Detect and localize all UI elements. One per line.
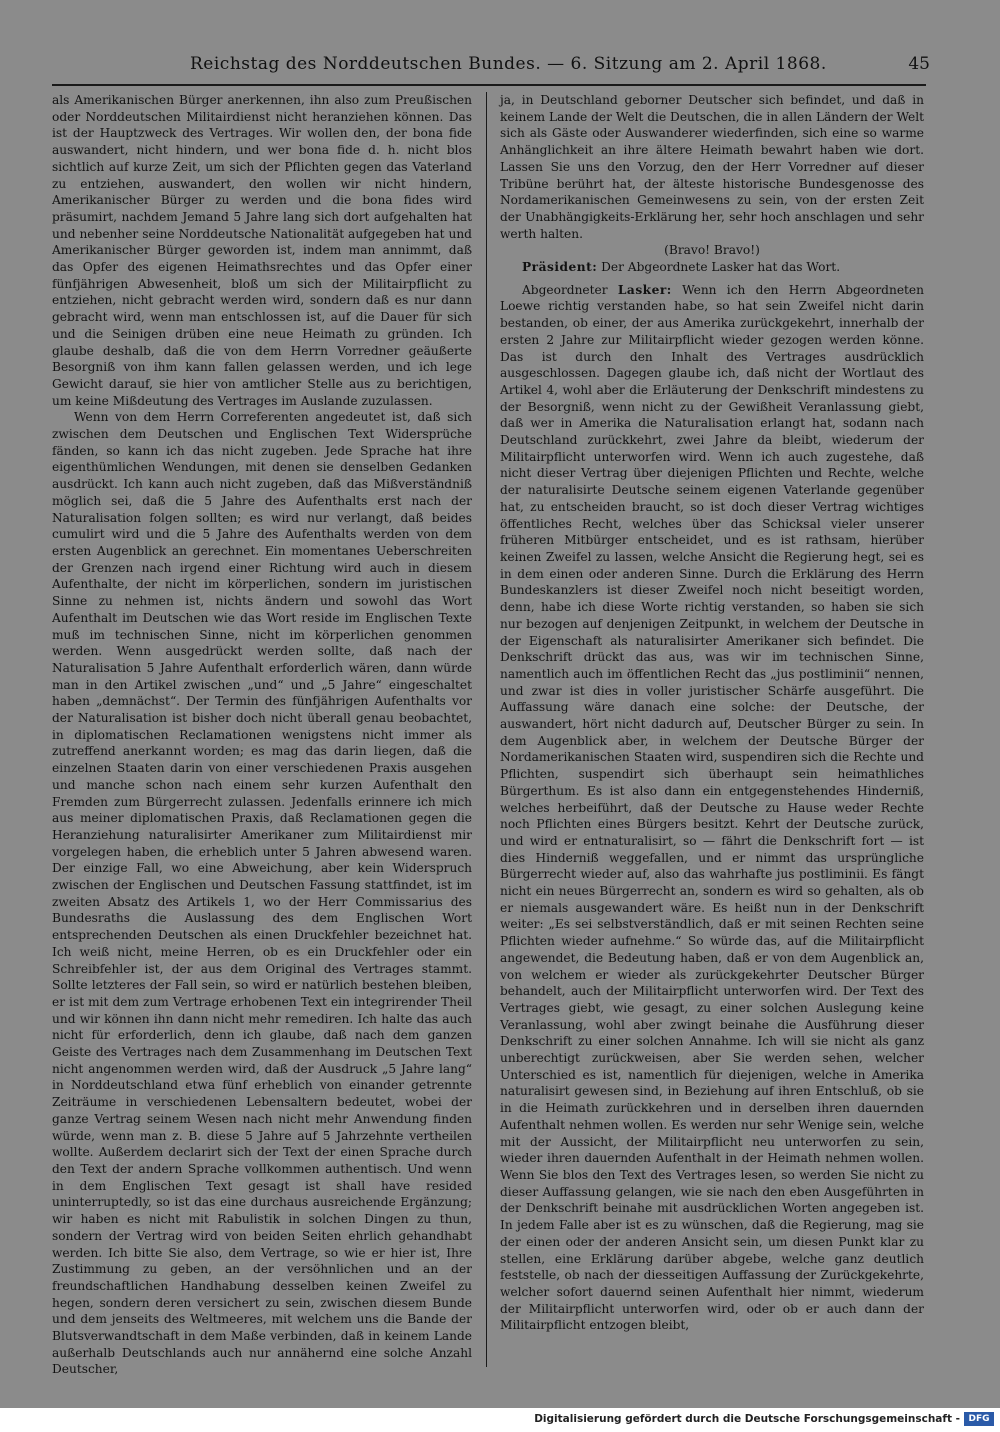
applause-note: (Bravo! Bravo!) xyxy=(664,243,760,258)
speaker-title: Abgeordneter xyxy=(522,282,618,297)
header-title: Reichstag des Norddeutschen Bundes. — 6. Sitzung am 2. April 1868. xyxy=(190,54,827,74)
speaker-name: Lasker: xyxy=(617,282,672,297)
paragraph: ja, in Deutschland geborner Deutscher sich befindet, und daß in keinem Lande der Welt die Deutschen, die in allen Ländern der Welt sich als Gäste oder Auswanderer wiederfinden, sich eine so warme Anhänglichkeit an ihre ältere Heimath bewahrt haben wie dort. Lassen Sie uns den Vorzug, den der Herr Vorredner auf dieser Tribüne berührt hat, der älteste historische Bundesgenosse des Nordamerikanischen Gemeinwesens zu sein, von der ersten Zeit der Unabhängigkeits-Erklärung her, sehr hoch anschlagen und sehr werth halten. xyxy=(500,93,924,241)
speech-text: Wenn ich den Herrn Abgeordneten Loewe richtig verstanden habe, so hat sein Zweifel nicht darin bestanden, ob einer, der aus Amerika zurückgekehrt, innerhalb der ersten 2 Jahre zur Militairpflicht wieder gezogen werden könne. Das ist durch den Inhalt des Vertrages ausdrücklich ausgeschlossen. Dagegen glaube ich, daß nicht der Wortlaut des Artikel 4, wohl aber die Erläuterung der Denkschrift mindestens zu der Besorgniß, wenn nicht zu der Gewißheit Veranlassung giebt, daß wer in Amerika die Naturalisation erlangt hat, sodann nach Deutschland zurückkehrt, zwei Jahre da bleibt, wiederum der Militairpflicht unterworfen wird. Wenn ich auch zugestehe, daß nicht dieser Vertrag über diejenigen Pflichten und Rechte, welche der naturalisirte Deutsche seinem eigenen Vaterlande gegenüber hat, zu entscheiden braucht, so ist doch dieser Vertrag wichtiges öffentliches Recht, welches über das Schicksal vieler unserer früheren Mitbürger entscheidet, und es ist rathsam, hierüber keinen Zweifel zu lassen, welche Ansicht die Regierung hegt, sei es in dem einen oder anderen Sinne. Durch die Erklärung des Herrn Bundeskanzlers ist dieser Zweifel noch nicht beseitigt worden, denn, habe ich diese Worte richtig verstanden, so haben sie sich nur bezogen auf denjenigen Zeitpunkt, in welchem der Deutsche in der Eigenschaft als naturalisirter Amerikaner sich befindet. Die Denkschrift drückt das aus, was wir im technischen Sinne, namentlich auch im öffentlichen Recht das „jus postliminii“ nennen, und zwar ist dies in voller juristischer Schärfe ausgeführt. Die Auffassung wäre danach eine solche: der Deutsche, der auswandert, hört nicht dadurch auf, Deutscher Bürger zu sein. In dem Augenblick aber, in welchem der Deutsche Bürger der Nordamerikanischen Staaten wird, suspendiren sich die Rechte und Pflichten, suspendirt sich überhaupt sein heimathliches Bürgerthum. Es ist also dann ein entgegenstehendes Hinderniß, welches herbeiführt, daß der Deutsche zu Hause weder Rechte noch Pflichten eines Bürgers besitzt. Kehrt der Deutsche zurück, und wird er entnaturalisirt, so — fährt die Denkschrift fort — ist dies Hinderniß weggefallen, und er nimmt das ursprüngliche Bürgerrecht wieder auf, also das wahrhafte jus postliminii. Es fängt nicht ein neues Bürgerrecht an, sondern es wird so gehalten, als ob er niemals ausgewandert wäre. Es heißt nun in der Denkschrift weiter: „Es sei selbstverständlich, daß er mit seinen Rechten seine Pflichten wieder aufnehme.“ So würde das, auf die Militairpflicht angewendet, die Bedeutung haben, daß er von dem Augenblick an, von welchem er wieder als zurückgekehrter Deutscher Bürger behandelt, auch der Militairpflicht unterworfen wird. Der Text des Vertrages giebt, wie gesagt, zu einer solchen Auslegung keine Veranlassung, wohl aber zwingt beinahe die Ausführung dieser Denkschrift zu einer solchen Annahme. Ich will sie nicht als ganz unberechtigt zurückweisen, aber Sie werden sehen, welcher Unterschied es ist, namentlich für diejenigen, welche in Amerika naturalisirt gewesen sind, in Beziehung auf ihren Entschluß, ob sie in die Heimath zurückkehren und in derselben ihren dauernden Aufenthalt nehmen wollen. Es werden nur sehr Wenige sein, welche mit der Aussicht, der Militairpflicht neu unterworfen zu sein, wieder ihren dauernden Aufenthalt in der Heimath nehmen wollen. Wenn Sie blos den Text des Vertrages lesen, so werden Sie nicht zu dieser Auffassung gelangen, wie sie nach den eben Ausgeführten in der Denkschrift beinahe mit ausdrücklichen Worten angegeben ist. In jedem Falle aber ist es zu wünschen, daß die Regierung, mag sie der einen oder der anderen Ansicht sein, um diesen Punkt klar zu stellen, eine Erklärung darüber abgebe, welche ganz deutlich feststelle, ob nach der diesseitigen Auffassung der Zurückgekehrte, welcher sofort dauernd seinen Aufenthalt hier nimmt, wiederum der Militairpflicht unterworfen wird, oder ob er auch dann der Militairpflicht entzogen bleibt, xyxy=(500,282,924,1333)
speech-text: Der Abgeordnete Lasker hat das Wort. xyxy=(597,260,841,275)
paragraph xyxy=(500,259,924,276)
right-column xyxy=(500,92,924,1334)
funding-note: Digitalisierung gefördert durch die Deutsche Forschungsgemeinschaft - xyxy=(534,1413,960,1425)
footer xyxy=(0,1408,1000,1432)
left-column xyxy=(52,92,472,1378)
header-rule xyxy=(52,84,926,86)
paragraph: Wenn von dem Herrn Correferenten angedeutet ist, daß sich zwischen dem Deutschen und Englischen Text Widersprüche fänden, so kann ich das nicht zugeben. Jede Sprache hat ihre eigenthümlichen Wendungen, mit denen sie denselben Gedanken ausdrückt. Ich kann auch nicht zugeben, daß das Mißverständniß möglich sei, daß die 5 Jahre des Aufenthalts erst nach der Naturalisation folgen sollten; es wird nur verlangt, daß beides cumulirt wird und die 5 Jahre des Aufenthalts werden von dem ersten Augenblick an gerechnet. Ein momentanes Ueberschreiten der Grenzen nach irgend einer Richtung wird auch in diesem Aufenthalte, der nicht im körperlichen, sondern im juristischen Sinne zu nehmen ist, nichts ändern und sowohl das Wort Aufenthalt im Deutschen wie das Wort reside im Englischen Texte muß im technischen Sinne, nicht im körperlichen genommen werden. Wenn ausgedrückt werden sollte, daß nach der Naturalisation 5 Jahre Aufenthalt erforderlich wären, dann würde man in den Artikel zwischen „und“ und „5 Jahre“ eingeschaltet haben „demnächst“. Der Termin des fünfjährigen Aufenthalts vor der Naturalisation ist bisher doch nicht überall genau beobachtet, in diplomatischen Reclamationen wenigstens nicht immer als zutreffend anerkannt worden; es mag das darin liegen, daß die einzelnen Staaten darin von einer verschiedenen Praxis ausgehen und manche schon nach einem sehr kurzen Aufenthalt den Fremden zum Bürgerrecht zulassen. Jedenfalls erinnere ich mich aus meiner diplomatischen Praxis, daß Reclamationen gegen die Heranziehung naturalisirter Amerikaner zum Militairdienst mir vorgelegen haben, die erheblich unter 5 Jahren abwesend waren. Der einzige Fall, wo eine Abweichung, aber kein Widerspruch zwischen der Englischen und Deutschen Fassung stattfindet, ist im zweiten Absatz des Artikels 1, wo der Herr Commissarius des Bundesraths die Auslassung des dem Englischen Wort entsprechenden Deutschen als einen Druckfehler bezeichnet hat. Ich weiß nicht, meine Herren, ob es ein Druckfehler oder ein Schreibfehler ist, der aus dem Original des Vertrages stammt. Sollte letzteres der Fall sein, so wird er natürlich bestehen bleiben, er ist mit dem zum Vertrage erhobenen Text ein integrirender Theil und wir können ihn dann nicht mehr remediren. Ich halte das auch nicht für erforderlich, denn ich glaube, daß nach dem ganzen Geiste des Vertrages nach dem Zusammenhang im Deutschen Text nicht angenommen werden wird, daß der Ausdruck „5 Jahre lang“ in Norddeutschland etwa fünf erheblich von einander getrennte Zeiträume in verschiedenen Lebensaltern bedeutet, wobei der ganze Vertrag seinem Wesen nach nicht mehr Anwendung finden würde, wenn man z. B. diese 5 Jahre auf 5 Jahrzehnte vertheilen wollte. Außerdem declarirt sich der Text der einen Sprache durch den Text der andern Sprache vollkommen authentisch. Und wenn in dem Englischen Text gesagt ist shall have resided uninterruptedly, so ist das eine durchaus ausreichende Ergänzung; wir haben es nicht mit Rabulistik in solchen Dingen zu thun, sondern der Vertrag wird von beiden Seiten ehrlich gehandhabt werden. Ich bitte Sie also, dem Vertrage, so wie er hier ist, Ihre Zustimmung zu geben, an der versöhnlichen und an der freundschaftlichen Handhabung desselben keinen Zweifel zu hegen, sondern deren versichert zu sein, zwischen diesem Bunde und dem jenseits des Weltmeeres, mit welchem uns die Bande der Blutsverwandtschaft in dem Maße verbinden, daß in keinem Lande außerhalb Deutschlands auch nur annähernd eine solche Anzahl Deutscher, xyxy=(52,410,472,1377)
paragraph: als Amerikanischen Bürger anerkennen, ihn also zum Preußischen oder Norddeutschen Militairdienst nicht heranziehen können. Das ist der Hauptzweck des Vertrages. Wir wollen den, der bona fide auswandert, nicht hindern, und wer bona fide d. h. nicht blos sichtlich auf kurze Zeit, um sich der Pflichten gegen das Vaterland zu entziehen, auswandert, den wollen wir nicht hindern, Amerikanischer Bürger zu werden und die bona fides wird präsumirt, nachdem Jemand 5 Jahre lang sich dort aufgehalten hat und nebenher seine Norddeutsche Nationalität aufgegeben hat und Amerikanischer Bürger geworden ist, indem man annimmt, daß das Opfer des eigenen Heimathsrechtes und das Opfer einer fünfjährigen Abwesenheit, bloß um sich der Militairpflicht zu entziehen, nicht gebracht werden wird, sondern daß es nur dann gebracht wird, wenn man entschlossen ist, auf die Dauer für sich und die Seinigen drüben eine neue Heimath zu gründen. Ich glaube deshalb, daß die von dem Herrn Vorredner geäußerte Besorgniß von ihm kann fallen gelassen werden, und ich lege Gewicht darauf, sie hier von amtlicher Stelle aus zu berichtigen, um keine Mißdeutung des Vertrages im Auslande zuzulassen. xyxy=(52,93,472,408)
paragraph xyxy=(500,282,924,1334)
page-number: 45 xyxy=(908,54,930,74)
dfg-logo: DFG xyxy=(964,1412,994,1426)
column-divider xyxy=(486,92,487,1367)
running-header xyxy=(40,50,930,86)
speaker-name: Präsident: xyxy=(522,260,598,275)
